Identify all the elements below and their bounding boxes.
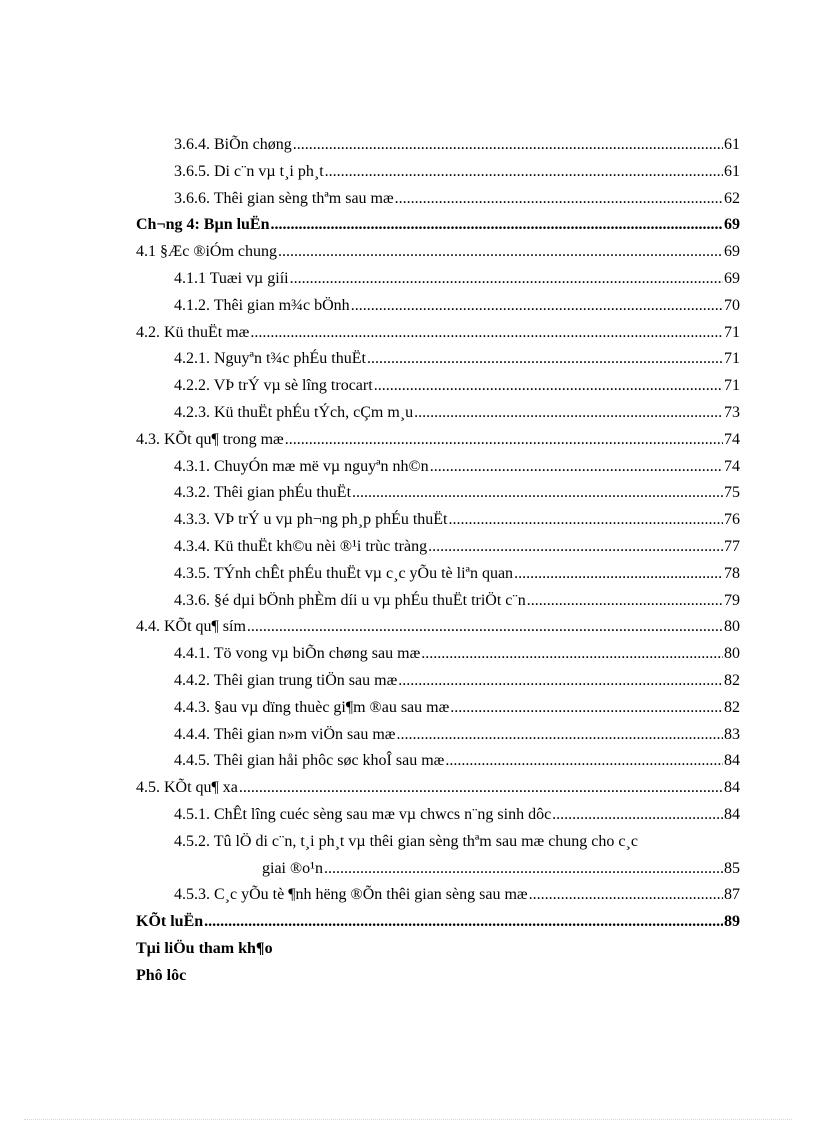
toc-entry-title: 3.6.4. BiÕn chøng <box>174 136 292 153</box>
toc-row <box>136 882 740 909</box>
toc-row <box>136 427 740 454</box>
toc-page-number: 69 <box>724 243 740 261</box>
toc-entry-title: 4.4.3. §au vµ dïng thuèc gi¶m ®au sau mæ <box>174 698 450 716</box>
toc-page-number: 74 <box>724 457 740 475</box>
toc-row <box>136 722 740 749</box>
toc-row <box>136 775 740 802</box>
toc-leader-dots <box>374 373 723 400</box>
toc-leader-dots <box>527 588 723 615</box>
toc-page-number: 74 <box>724 430 740 448</box>
toc-entry-title: 4.2. Kü thuËt mæ <box>136 323 250 341</box>
toc-entry-title: 4.1 §Æc ®iÓm chung <box>136 243 278 261</box>
toc-entry-title: Ch¬ng 4: Bµn luËn <box>136 216 270 234</box>
toc-page-number: 78 <box>724 564 740 582</box>
toc-page-number: 84 <box>724 752 740 770</box>
toc-row <box>136 829 740 856</box>
toc-row <box>136 936 740 963</box>
toc-row <box>136 802 740 829</box>
toc-page-number: 71 <box>724 350 740 368</box>
toc-leader-dots <box>395 186 723 213</box>
toc-entry-title: 4.4.4. Thêi gian n»m viÖn sau mæ <box>174 725 396 743</box>
toc-row <box>136 588 740 615</box>
toc-row <box>136 695 740 722</box>
toc-leader-dots <box>514 561 723 588</box>
toc-row <box>136 507 740 534</box>
toc-page-number: 84 <box>724 805 740 823</box>
toc-leader-dots <box>290 266 723 293</box>
toc-leader-dots <box>445 748 723 775</box>
toc-row <box>136 748 740 775</box>
toc-row <box>136 400 740 427</box>
toc-page-number: 76 <box>724 511 740 529</box>
toc-row <box>136 132 740 159</box>
toc-page-number: 61 <box>724 136 740 153</box>
toc-entry-title: 4.3.2. Thêi gian phÉu thuËt <box>174 484 352 502</box>
toc-page-number: 77 <box>724 537 740 555</box>
toc-entry-title: 4.2.1. Nguyªn t¾c phÉu thuËt <box>174 350 366 368</box>
toc-page-number: 83 <box>724 725 740 743</box>
toc-entry-title: 4.2.2. VÞ trÝ vµ sè lîng trocart <box>174 377 373 395</box>
toc-page-number: 70 <box>724 296 740 314</box>
toc-entry-title: 4.3.1. ChuyÓn mæ më vµ nguyªn nh©n <box>174 457 429 475</box>
toc-row <box>136 668 740 695</box>
toc-row <box>136 561 740 588</box>
toc-entry-title: 4.3. KÕt qu¶ trong mæ <box>136 430 284 448</box>
toc-entry-title: KÕt luËn <box>136 913 204 931</box>
toc-leader-dots <box>529 882 723 909</box>
toc-leader-dots <box>271 212 724 239</box>
toc-leader-dots <box>324 856 723 883</box>
toc-row <box>136 909 740 936</box>
toc-entry-title: 4.5.3. C¸c yÕu tè ¶nh hëng ®Õn thêi gian sèng sau mæ <box>174 886 528 904</box>
toc-page-number: 85 <box>724 859 740 877</box>
toc-page-number: 75 <box>724 484 740 502</box>
toc-entry-title: 4.4.2. Thêi gian trung tiÖn sau mæ <box>174 671 398 689</box>
toc-page-number: 79 <box>724 591 740 609</box>
toc-row <box>136 266 740 293</box>
toc-leader-dots <box>552 802 723 829</box>
toc-row <box>136 373 740 400</box>
table-of-contents <box>136 132 740 990</box>
toc-leader-dots <box>398 668 723 695</box>
toc-row <box>136 641 740 668</box>
toc-leader-dots <box>367 346 723 373</box>
toc-page-number: 62 <box>724 189 740 207</box>
toc-entry-title: 4.4.5. Thêi gian håi phôc søc khoÎ sau mæ <box>174 752 445 770</box>
page-bottom-rule <box>24 1119 792 1120</box>
toc-entry-title: 3.6.5. Di c¨n vµ t¸i ph¸t <box>174 162 324 180</box>
toc-leader-dots <box>430 454 723 481</box>
toc-page-number: 87 <box>724 886 740 904</box>
toc-entry-title: 4.3.4. Kü thuËt kh©u nèi ®¹i trùc tràng <box>174 537 428 555</box>
toc-page-number: 69 <box>724 269 740 287</box>
toc-row <box>136 239 740 266</box>
toc-page-number: 80 <box>724 618 740 636</box>
toc-leader-dots <box>247 614 723 641</box>
toc-row <box>136 454 740 481</box>
toc-row <box>136 534 740 561</box>
toc-leader-dots <box>352 480 723 507</box>
toc-leader-dots <box>421 641 723 668</box>
toc-row <box>136 186 740 213</box>
toc-row <box>136 480 740 507</box>
toc-entry-title: 4.3.6. §é dµi bÖnh phÈm díi u vµ phÉu thuËt triÖt c¨n <box>174 591 526 609</box>
toc-leader-dots <box>450 695 723 722</box>
toc-leader-dots <box>351 293 723 320</box>
toc-leader-dots <box>414 400 723 427</box>
toc-entry-title: 4.4.1. Tö vong vµ biÕn chøng sau mæ <box>174 645 421 663</box>
toc-row <box>136 320 740 347</box>
toc-page-number: 71 <box>724 377 740 395</box>
toc-row <box>136 614 740 641</box>
toc-page-number: 80 <box>724 645 740 663</box>
toc-leader-dots <box>250 320 723 347</box>
toc-entry-title: 4.5.2. Tû lÖ di c¨n, t¸i ph¸t vµ thêi gian sèng thªm sau mæ chung cho c¸c <box>174 832 638 850</box>
toc-entry-title: 3.6.6. Thêi gian sèng thªm sau mæ <box>174 189 394 207</box>
toc-entry-title: giai ®o¹n <box>262 859 323 877</box>
toc-leader-dots <box>204 909 723 936</box>
toc-leader-dots <box>428 534 723 561</box>
toc-leader-dots <box>396 722 723 749</box>
toc-entry-title: 4.1.2. Thêi gian m¾c bÖnh <box>174 296 350 314</box>
toc-row <box>136 159 740 186</box>
toc-entry-title: 4.2.3. Kü thuËt phÉu tÝch, cÇm m¸u <box>174 403 414 421</box>
toc-row <box>136 212 740 239</box>
toc-leader-dots <box>278 239 723 266</box>
toc-row <box>136 346 740 373</box>
toc-page-number: 69 <box>724 216 740 234</box>
toc-entry-title: 4.1.1 Tuæi vµ giíi <box>174 269 289 287</box>
toc-page-number: 82 <box>724 671 740 689</box>
toc-leader-dots <box>285 427 723 454</box>
toc-row <box>136 856 740 883</box>
toc-page-number: 71 <box>724 323 740 341</box>
toc-row <box>136 293 740 320</box>
toc-page-number: 84 <box>724 779 740 797</box>
toc-leader-dots <box>239 775 723 802</box>
toc-entry-title: 4.3.3. VÞ trÝ u vµ ph¬ng ph¸p phÉu thuËt <box>174 511 448 529</box>
toc-page-number: 73 <box>724 403 740 421</box>
toc-page-number: 61 <box>724 162 740 180</box>
toc-row <box>136 963 740 990</box>
toc-entry-title: 4.5. KÕt qu¶ xa <box>136 779 238 797</box>
toc-entry-title: 4.5.1. ChÊt lîng cuéc sèng sau mæ vµ chwcs n¨ng sinh dôc <box>174 805 552 823</box>
toc-entry-title: Tµi liÖu tham kh¶o <box>136 939 273 957</box>
toc-page-number: 89 <box>724 913 740 931</box>
toc-entry-title: 4.4. KÕt qu¶ sím <box>136 618 246 636</box>
toc-leader-dots <box>325 159 723 186</box>
toc-leader-dots <box>449 507 724 534</box>
toc-leader-dots <box>293 132 723 159</box>
toc-entry-title: 4.3.5. TÝnh chÊt phÉu thuËt vµ c¸c yÕu tè liªn quan <box>174 564 514 582</box>
toc-page-number: 82 <box>724 698 740 716</box>
toc-entry-title: Phô lôc <box>136 966 187 984</box>
